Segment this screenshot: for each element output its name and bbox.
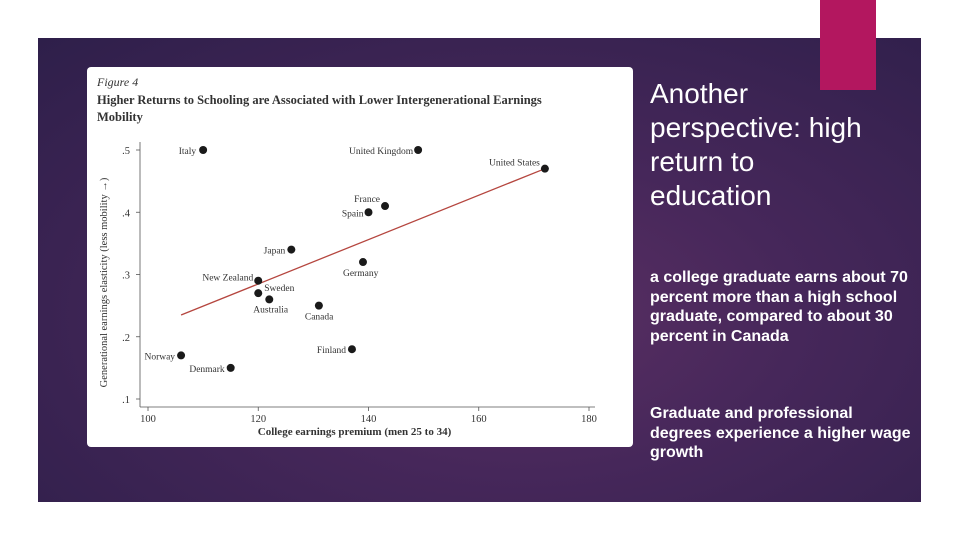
point-label-denmark: Denmark <box>189 364 225 375</box>
point-label-finland: Finland <box>316 346 346 357</box>
point-label-japan: Japan <box>263 246 286 257</box>
trend-line <box>181 169 545 315</box>
body-paragraph-2: Graduate and professional degrees experience a higher wage growth <box>650 405 911 461</box>
point-label-canada: Canada <box>304 312 334 323</box>
point-label-australia: Australia <box>253 305 289 316</box>
point-denmark <box>227 364 235 372</box>
point-finland <box>348 345 356 353</box>
point-label-sweden: Sweden <box>264 284 295 295</box>
y-tick-label: .3 <box>122 270 130 282</box>
y-tick-label: .1 <box>122 395 130 406</box>
figure-title: Higher Returns to Schooling are Associated with Lower Intergenerational Earnings Mobility <box>97 93 542 124</box>
y-tick-label: .5 <box>122 146 130 157</box>
point-spain <box>365 208 373 216</box>
x-axis-label: College earnings premium (men 25 to 34) <box>257 426 452 438</box>
point-label-united-kingdom: United Kingdom <box>348 147 414 157</box>
x-tick-label: 180 <box>581 414 597 425</box>
point-united-states <box>541 165 549 173</box>
y-tick-label: .2 <box>122 332 130 344</box>
point-label-norway: Norway <box>144 352 176 363</box>
body-paragraph-1: a college graduate earns about 70 percent more than a high school graduate, compared to about 30 percent in Canada <box>650 269 908 345</box>
point-label-new-zealand: New Zealand <box>202 273 254 284</box>
x-tick-label: 160 <box>470 414 487 425</box>
slide-heading: Another perspective: high return to education <box>650 78 862 211</box>
point-label-united-states: United States <box>488 158 540 169</box>
figure-panel <box>87 67 633 447</box>
point-label-spain: Spain <box>341 209 364 220</box>
point-sweden <box>254 289 262 297</box>
point-italy <box>199 146 207 154</box>
point-label-italy: Italy <box>178 147 197 157</box>
point-norway <box>177 351 185 359</box>
x-tick-label: 140 <box>360 414 377 425</box>
scatter-chart <box>87 67 633 447</box>
point-australia <box>265 295 273 303</box>
point-germany <box>359 258 367 266</box>
x-tick-label: 100 <box>140 414 156 425</box>
point-new-zealand <box>254 277 262 285</box>
figure-label: Figure 4 <box>97 75 139 89</box>
y-tick-label: .4 <box>122 208 130 220</box>
x-tick-label: 120 <box>250 414 267 425</box>
point-france <box>381 202 389 210</box>
y-axis-label: Generational earnings elasticity (less mobility →) <box>99 177 110 388</box>
point-united-kingdom <box>414 146 422 154</box>
point-label-france: France <box>354 195 381 206</box>
point-label-germany: Germany <box>342 269 379 280</box>
point-japan <box>287 246 295 254</box>
point-canada <box>315 302 323 310</box>
